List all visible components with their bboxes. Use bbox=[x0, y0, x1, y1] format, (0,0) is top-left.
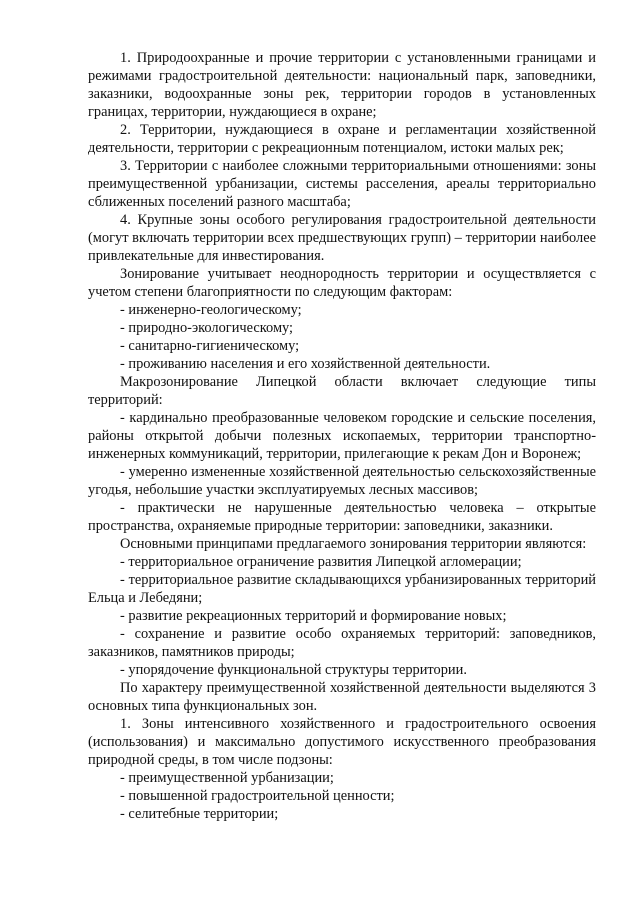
list-item-subzone: - селитебные территории; bbox=[120, 806, 279, 822]
list-item-principle: - упорядочение функциональной структуры территории. bbox=[120, 662, 467, 678]
list-item-principle: - территориальное ограничение развития Липецкой агломерации; bbox=[120, 554, 522, 570]
paragraph-group-4: 4. Крупные зоны особого регулирования градостроительной деятельности (могут включать территории всех предшествующих групп) – территории наиболее привлекательные для инвестирования. bbox=[88, 212, 596, 264]
list-item-territory-type: - практически не нарушенные деятельностью человека – открытые пространства, охраняемые природные территории: заповедники, заказники. bbox=[88, 500, 596, 534]
document-page bbox=[88, 49, 596, 823]
list-item-factor: - санитарно-гигиеническому; bbox=[120, 338, 300, 354]
list-item-subzone: - преимущественной урбанизации; bbox=[120, 770, 334, 786]
paragraph-zone-1: 1. Зоны интенсивного хозяйственного и градостроительного освоения (использования) и максимально допустимого искусственного преобразования природной среды, в том числе подзоны: bbox=[88, 716, 596, 768]
list-item-factor: - природно-экологическому; bbox=[120, 320, 294, 336]
list-item-factor: - проживанию населения и его хозяйственной деятельности. bbox=[120, 356, 491, 372]
list-item-territory-type: - умеренно измененные хозяйственной деятельностью сельскохозяйственные угодья, небольшие участки эксплуатируемых лесных массивов; bbox=[88, 464, 596, 498]
paragraph-group-1: 1. Природоохранные и прочие территории с установленными границами и режимами градостроительной деятельности: национальный парк, заповедники, заказники, водоохранные зоны рек, территории городов в установленных границах, территории, нуждающиеся в охране; bbox=[88, 50, 596, 120]
list-item-principle: - сохранение и развитие особо охраняемых территорий: заповедников, заказников, памятников природы; bbox=[88, 626, 596, 660]
list-item-principle: - развитие рекреационных территорий и формирование новых; bbox=[120, 608, 507, 624]
paragraph-zoning-intro: Зонирование учитывает неоднородность территории и осуществляется с учетом степени благоприятности по следующим факторам: bbox=[88, 266, 596, 300]
paragraph-group-3: 3. Территории с наиболее сложными территориальными отношениями: зоны преимущественной урбанизации, системы расселения, ареалы территориально сближенных поселений разного масштаба; bbox=[88, 158, 596, 210]
list-item-subzone: - повышенной градостроительной ценности; bbox=[120, 788, 395, 804]
list-item-territory-type: - кардинально преобразованные человеком городские и сельские поселения, районы открытой добычи полезных ископаемых, территории транспортно-инженерных коммуникаций, территории, прилегающие к рекам Дон и Воронеж; bbox=[88, 410, 596, 462]
list-item-factor: - инженерно-геологическому; bbox=[120, 302, 302, 318]
list-item-principle: - территориальное развитие складывающихся урбанизированных территорий Ельца и Лебедяни; bbox=[88, 572, 596, 606]
paragraph-group-2: 2. Территории, нуждающиеся в охране и регламентации хозяйственной деятельности, территории с рекреационным потенциалом, истоки малых рек; bbox=[88, 122, 596, 156]
paragraph-macrozoning: Макрозонирование Липецкой области включает следующие типы территорий: bbox=[88, 374, 596, 408]
paragraph-functional-zones: По характеру преимущественной хозяйственной деятельности выделяются 3 основных типа функциональных зон. bbox=[88, 680, 596, 714]
paragraph-principles: Основными принципами предлагаемого зонирования территории являются: bbox=[120, 536, 587, 552]
